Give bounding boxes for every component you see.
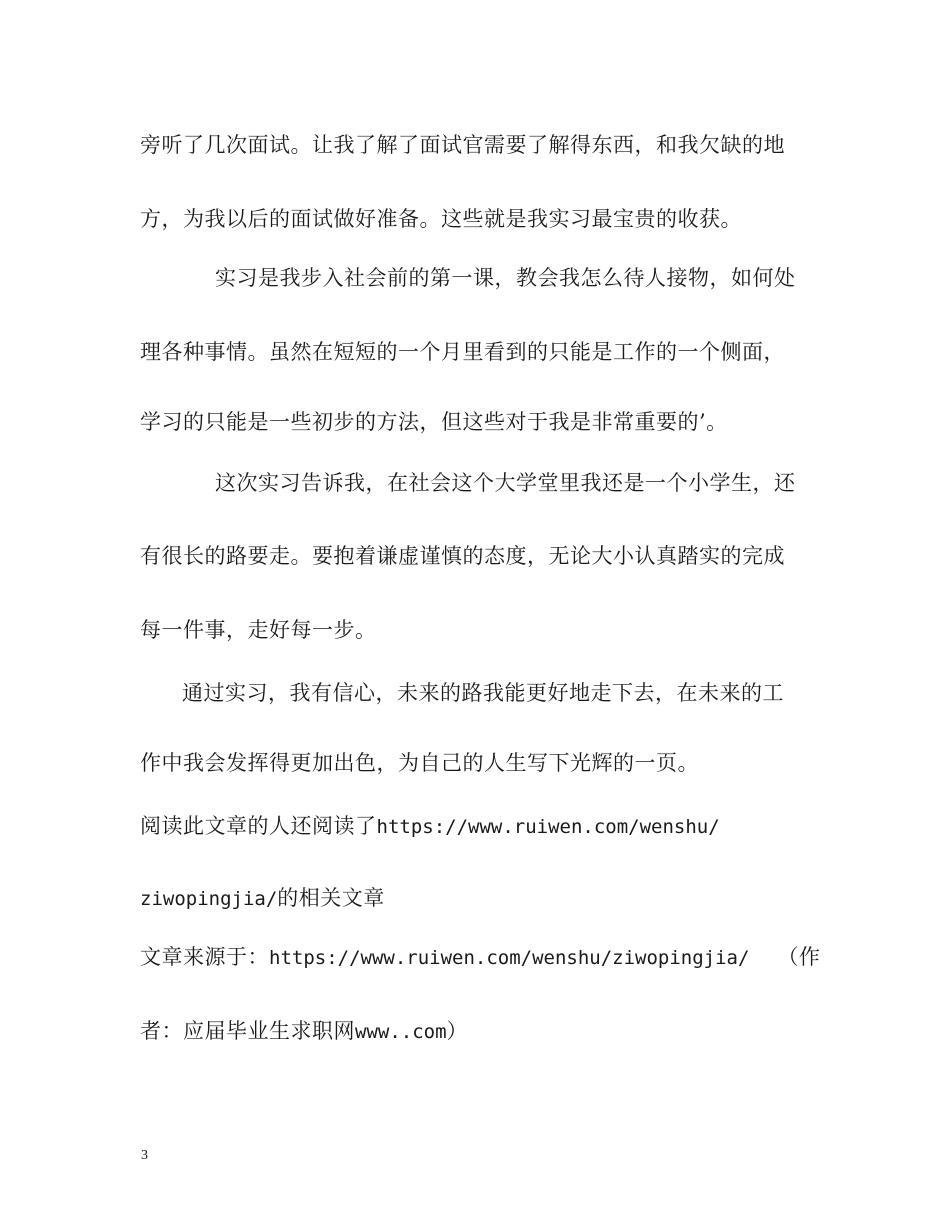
source-prefix: 文章来源于：: [140, 945, 269, 969]
paragraph-3-line-2: 有很长的路要走。要抱着谦虚谨慎的态度，无论大小认真踏实的完成: [140, 544, 785, 568]
paragraph-1-line-2: 方，为我以后的面试做好准备。这些就是我实习最宝贵的收获。: [140, 207, 742, 231]
paragraph-2-line-3: 学习的只能是一些初步的方法，但这些对于我是非常重要的’。: [140, 410, 728, 434]
source-site[interactable]: www..com: [355, 1021, 447, 1043]
paragraph-1-line-1: 旁听了几次面试。让我了解了面试官需要了解得东西，和我欠缺的地: [140, 133, 785, 157]
source-paren-open: （作: [777, 945, 821, 969]
related-url-part-2[interactable]: ziwopingjia/: [140, 888, 278, 910]
source-line-1: [140, 943, 820, 972]
paragraph-2-line-1: 实习是我步入社会前的第一课，教会我怎么待人接物，如何处: [215, 266, 796, 290]
related-articles-line-2: [140, 884, 385, 913]
paragraph-4-line-1: 通过实习，我有信心，未来的路我能更好地走下去，在未来的工: [182, 681, 784, 705]
page-number: 3: [141, 1148, 148, 1163]
related-articles-line-1: [140, 812, 720, 841]
related-suffix: 的相关文章: [277, 886, 385, 910]
paragraph-3-line-1: 这次实习告诉我，在社会这个大学堂里我还是一个小学生，还: [215, 471, 796, 495]
paragraph-3-line-3: 每一件事，走好每一步。: [140, 618, 377, 642]
source-author: 者：应届毕业生求职网: [140, 1019, 355, 1043]
related-prefix: 阅读此文章的人还阅读了: [140, 814, 377, 838]
source-line-2: [140, 1017, 468, 1046]
source-paren-close: ）: [446, 1019, 469, 1043]
paragraph-2-line-2: 理各种事情。虽然在短短的一个月里看到的只能是工作的一个侧面，: [140, 340, 785, 364]
paragraph-4-line-2: 作中我会发挥得更加出色，为自己的人生写下光辉的一页。: [140, 751, 699, 775]
source-url[interactable]: https://www.ruiwen.com/wenshu/ziwopingjia/: [269, 947, 750, 969]
related-url-part-1[interactable]: https://www.ruiwen.com/wenshu/: [376, 816, 720, 838]
